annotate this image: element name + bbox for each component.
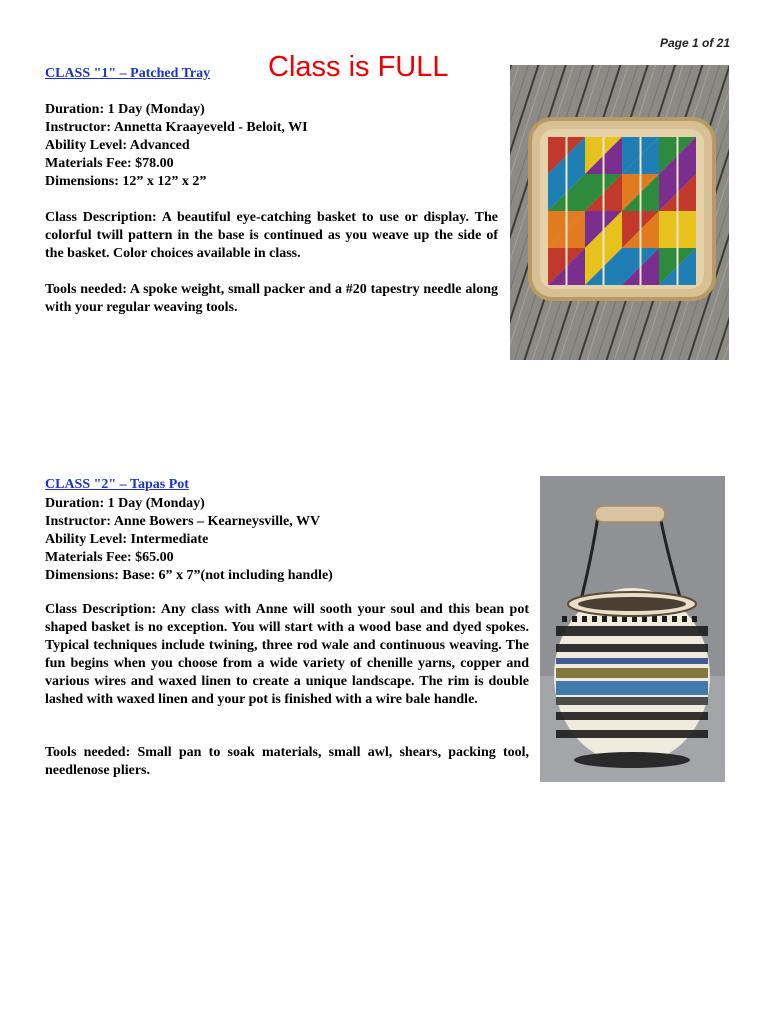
class-full-banner: Class is FULL: [268, 51, 449, 83]
class-2-instructor: Instructor: Anne Bowers – Kearneysville, WV: [45, 514, 321, 529]
class-2-dimensions: Dimensions: Base: 6” x 7”(not including handle): [45, 568, 333, 583]
class-2-details: [45, 495, 333, 585]
tray-twill-pattern: [548, 137, 696, 285]
class-1-dimensions: Dimensions: 12” x 12” x 2”: [45, 174, 207, 189]
class-1-materials-fee: Materials Fee: $78.00: [45, 156, 174, 171]
class-2-ability-level: Ability Level: Intermediate: [45, 532, 209, 547]
class-2-materials-fee: Materials Fee: $65.00: [45, 550, 174, 565]
class-1-instructor: Instructor: Annetta Kraayeveld - Beloit, WI: [45, 120, 308, 135]
class-1-tools: Tools needed: A spoke weight, small packer and a #20 tapestry needle along with your regular weaving tools.: [45, 282, 498, 315]
pot-weave-stripes: [556, 616, 708, 738]
class-1-basket-photo: [510, 65, 729, 360]
class-2-title-link[interactable]: CLASS "2" – Tapas Pot: [45, 477, 189, 492]
class-1-ability-level: Ability Level: Advanced: [45, 138, 190, 153]
class-1-description: Class Description: A beautiful eye-catching basket to use or display. The colorful twill pattern in the base is continued as you weave up the side of the basket. Color choices available in class.: [45, 210, 498, 261]
class-1-details: [45, 101, 308, 191]
class-1-duration: Duration: 1 Day (Monday): [45, 102, 205, 117]
class-2-basket-photo: [540, 476, 725, 782]
class-2-tools: Tools needed: Small pan to soak materials, small awl, shears, packing tool, needlenose pliers.: [45, 745, 529, 778]
class-2-duration: Duration: 1 Day (Monday): [45, 496, 205, 511]
class-2-description: Class Description: Any class with Anne will sooth your soul and this bean pot shaped basket is no exception. You will start with a wood base and dyed spokes. Typical techniques include twining, three rod wale and continuous weaving. The fun begins when you choose from a wide variety of chenille yarns, copper and various wires and waxed linen to create a unique landscape. The rim is double lashed with waxed linen and your pot is finished with a wire bale handle.: [45, 602, 529, 707]
page-number: Page 1 of 21: [659, 36, 730, 50]
class-1-title-link[interactable]: CLASS "1" – Patched Tray: [45, 66, 211, 81]
